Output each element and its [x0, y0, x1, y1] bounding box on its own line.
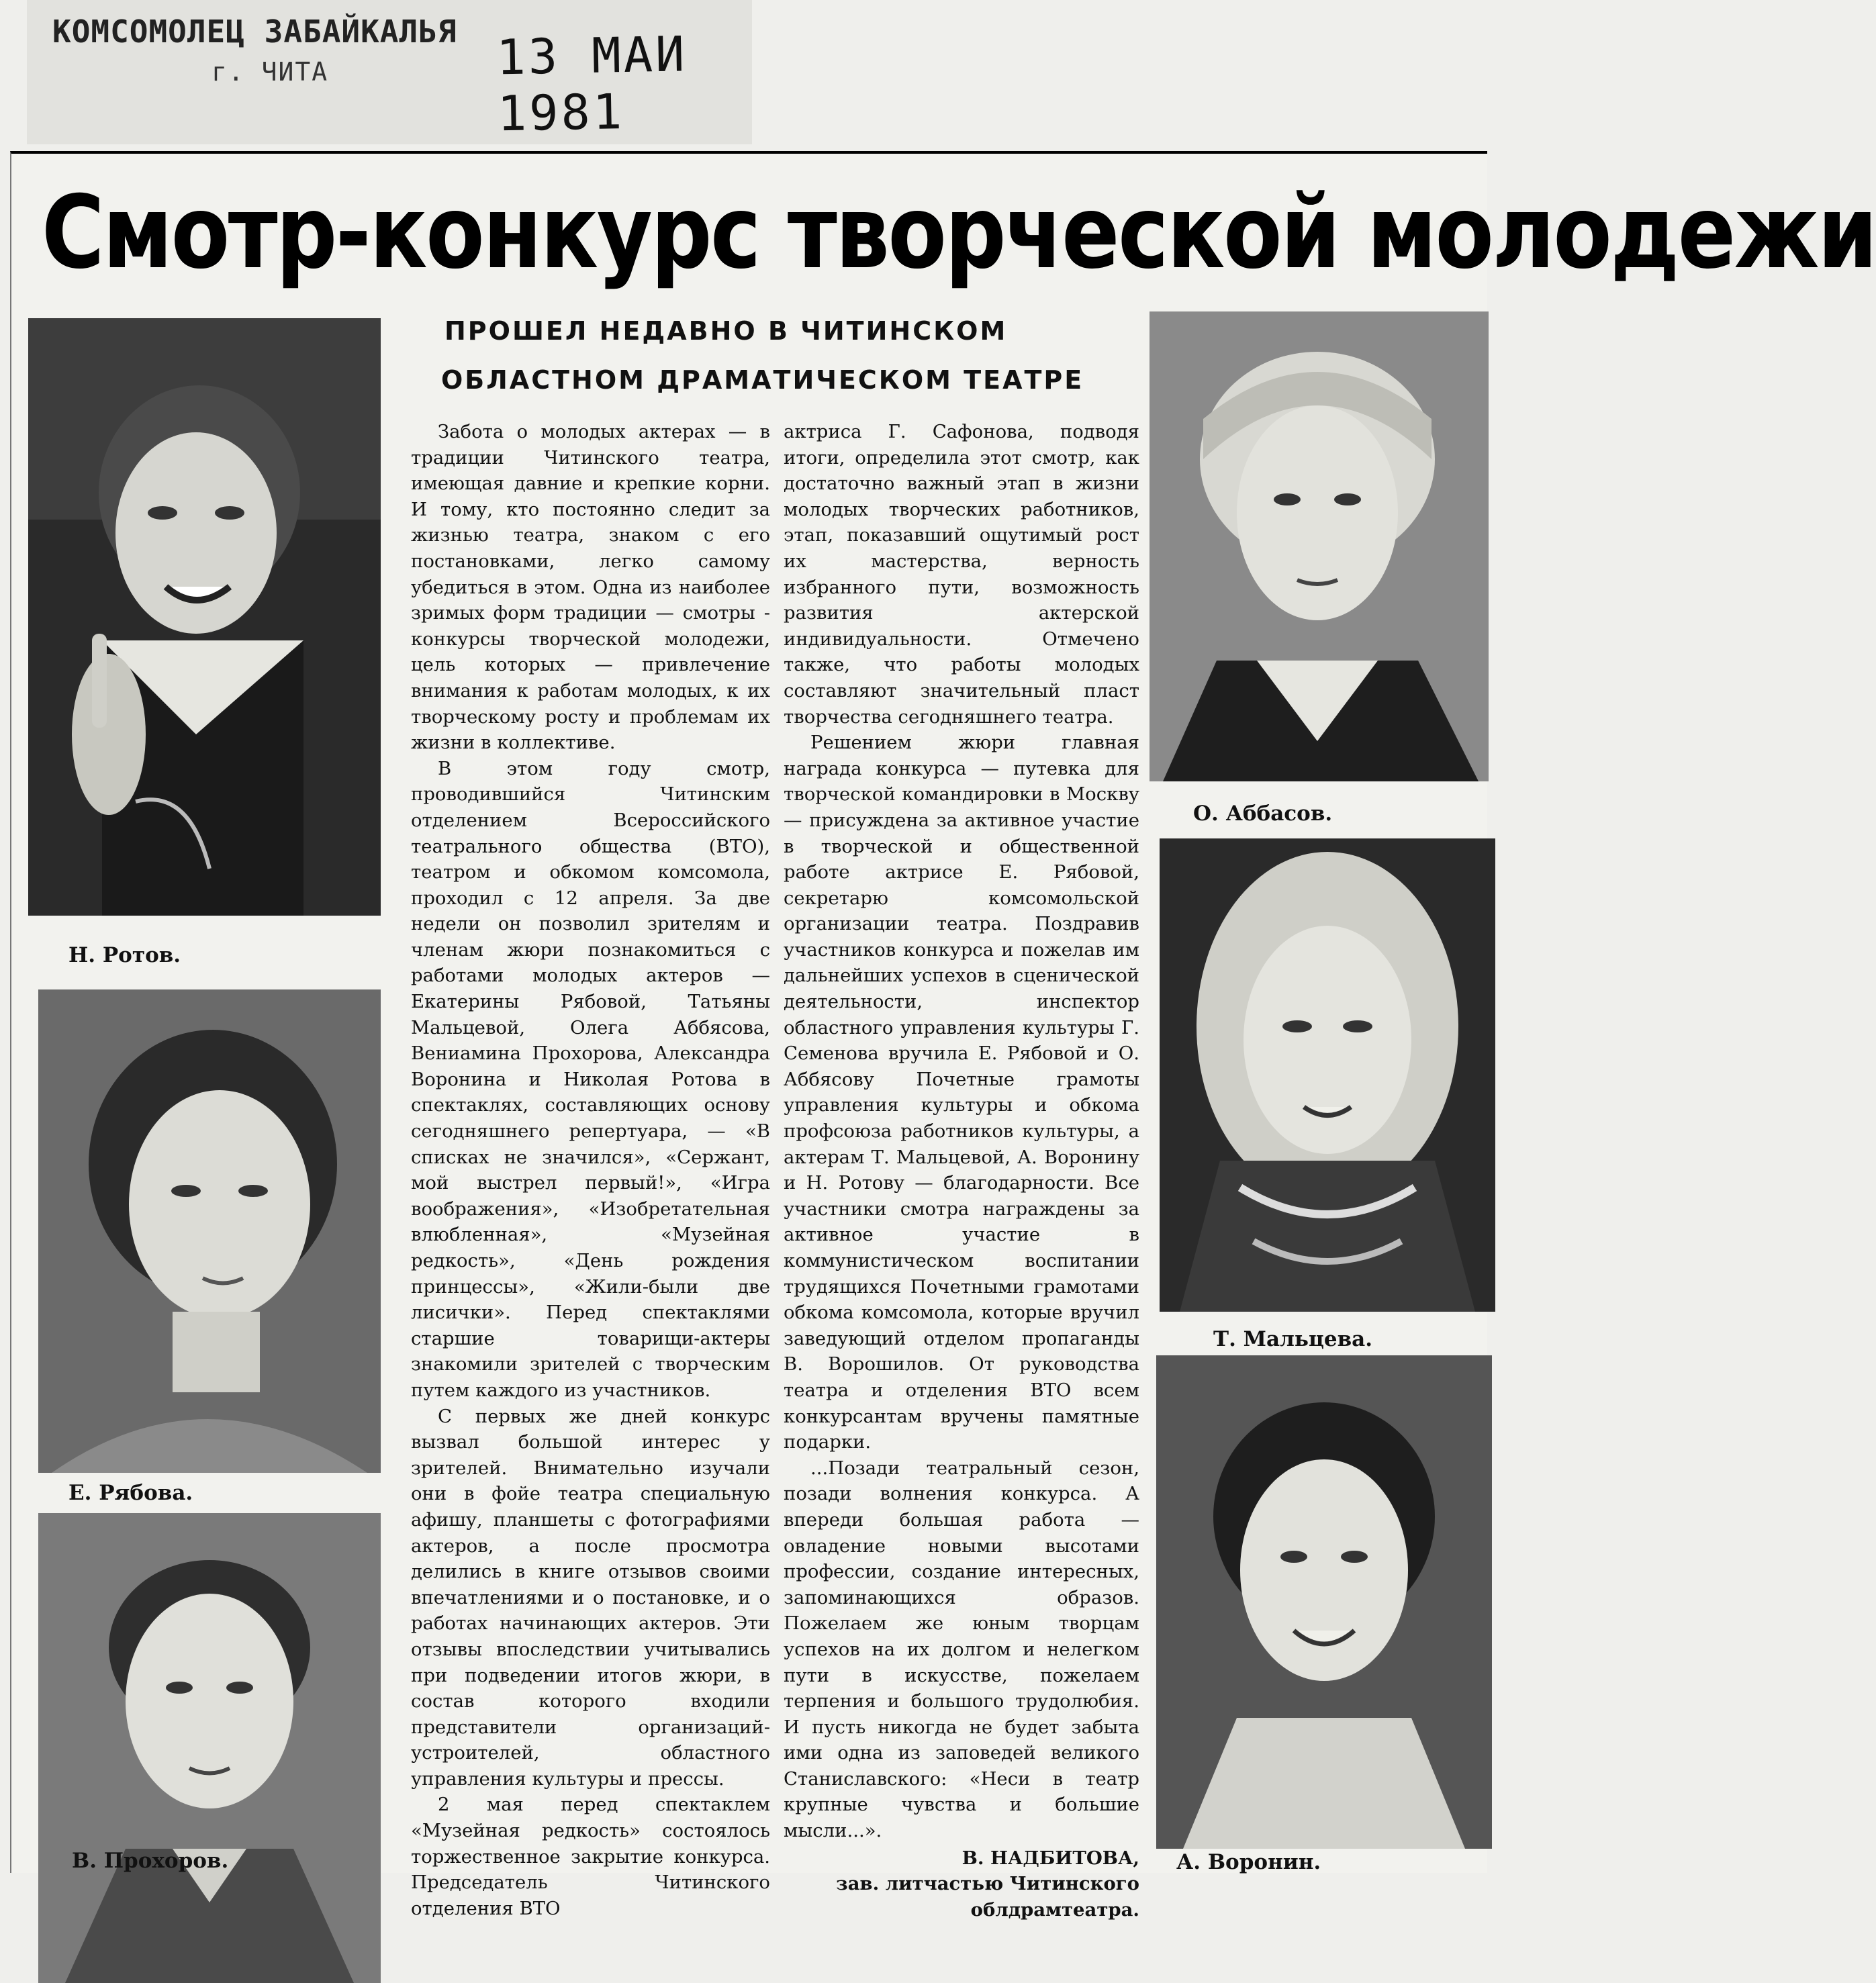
- caption-maltseva: Т. Мальцева.: [1213, 1327, 1372, 1351]
- newspaper-clipping: [10, 151, 1876, 1921]
- portrait-maltseva: [1160, 838, 1495, 1312]
- portrait-abbasov: [1150, 311, 1489, 781]
- caption-ryabova: Е. Рябова.: [68, 1481, 193, 1505]
- author-signature: В. НАДБИТОВА,: [962, 1847, 1139, 1869]
- col2-paragraph: ...Позади театральный сезон, позади волнения конкурса. А впереди большая работа — овладение новыми высотами профессии, создание интересных, запоминающихся образов. Пожелаем же юным творцам успехов на их долгом и нелегком пути в искусстве, пожелаем терпения и большого трудолюбия. И пусть никогда не будет забыта ими одна из заповедей великого Станиславского: «Неси в театр крупные чувства и большие мысли...».: [784, 1457, 1139, 1842]
- caption-prokhorov: В. Прохоров.: [72, 1849, 229, 1873]
- article-column-2: [784, 419, 1139, 1923]
- portrait-rotov: [28, 318, 381, 916]
- clipping-date: 13 МАИ 1981: [496, 26, 688, 142]
- article-headline: Смотр-конкурс творческой молодежи: [42, 175, 1876, 291]
- article-subhead-line1: ПРОШЕЛ НЕДАВНО В ЧИТИНСКОМ: [444, 316, 1008, 346]
- clipping-stamp: [27, 0, 752, 144]
- caption-abbasov: О. Аббасов.: [1193, 802, 1333, 826]
- newspaper-city: г. ЧИТА: [212, 57, 329, 87]
- col1-paragraph: В этом году смотр, проводившийся Читинским отделением Всероссийского театрального общества (ВТО), театром и обкомом комсомола, проходил с 12 апреля. За две недели он позволил зрителям и членам жюри познакомиться с работами молодых актеров — Екатерины Рябовой, Татьяны Мальцевой, Олега Аббясова, Вениамина Прохорова, Александра Воронина и Николая Ротова в спектаклях, составляющих основу сегодняшнего репертуара, — «В списках не значился», «Сержант, мой выстрел первый!», «Игра воображения», «Изобретательная влюбленная», «Музейная редкость», «День рождения принцессы», «Жили-были две лисички». Перед спектаклями старшие товарищи-актеры знакомили зрителей с творческим путем каждого из участников.: [411, 757, 770, 1401]
- col1-paragraph: С первых же дней конкурс вызвал большой интерес у зрителей. Внимательно изучали они в фойе театра специальную афишу, планшеты с фотографиями актеров, а после просмотра делились в книге отзывов своими впечатлениями и о постановке, и о работах начинающих актеров. Эти отзывы впоследствии учитывались при подведении итогов жюри, в состав которого входили представители организаций-устроителей, областного управления культуры и прессы.: [411, 1405, 770, 1790]
- portrait-voronin: [1156, 1355, 1492, 1849]
- col2-paragraph: Решением жюри главная награда конкурса — путевка для творческой командировки в Москву — присуждена за активное участие в творческой и общественной работе актрисе Е. Рябовой, секретарю комсомольской организации театра. Поздравив участников конкурса и пожелав им дальнейших успехов в сценической деятельности, инспектор областного управления культуры Г. Семенова вручила Е. Рябовой и О. Аббясову Почетные грамоты управления культуры и обкома профсоюза работников культуры, а актерам Т. Мальцевой, А. Воронину и Н. Ротову — благодарности. Все участники смотра награждены за активное участие в коммунистическом воспитании трудящихся Почетными грамотами обкома комсомола, которые вручил заведующий отделом пропаганды В. Ворошилов. От руководства театра и отделения ВТО всем конкурсантам вручены памятные подарки.: [784, 732, 1139, 1453]
- caption-voronin: А. Воронин.: [1176, 1850, 1321, 1874]
- author-position: зав. литчастью Читинского облдрамтеатра.: [836, 1873, 1139, 1921]
- col2-paragraph: актриса Г. Сафонова, подводя итоги, определила этот смотр, как достаточно важный этап в жизни молодых творческих работников, этап, показавший ощутимый рост их мастерства, верность избранного пути, возможность развития актерской индивидуальности. Отмечено также, что работы молодых составляют значительный пласт творчества сегодняшнего театра.: [784, 421, 1139, 728]
- caption-rotov: Н. Ротов.: [68, 943, 181, 967]
- article-subhead-line2: ОБЛАСТНОМ ДРАМАТИЧЕСКОМ ТЕАТРЕ: [441, 365, 1084, 395]
- col1-paragraph: Забота о молодых актерах — в традиции Читинского театра, имеющая давние и крепкие корни. И тому, кто постоянно следит за жизнью театра, знаком с его постановками, легко самому убедиться в этом. Одна из наиболее зримых форм традиции — смотры - конкурсы творческой молодежи, цель которых — привлечение внимания к работам молодых, к их творческому росту и проблемам их жизни в коллективе.: [411, 421, 770, 754]
- article-column-1: [411, 419, 770, 1921]
- col1-paragraph: 2 мая перед спектаклем «Музейная редкость» состоялось торжественное закрытие конкурса. Председатель Читинского отделения ВТО: [411, 1794, 770, 1919]
- portrait-prokhorov: [38, 1513, 381, 1983]
- portrait-ryabova: [38, 989, 381, 1473]
- newspaper-name: КОМСОМОЛЕЦ ЗАБАЙКАЛЬЯ: [52, 13, 457, 50]
